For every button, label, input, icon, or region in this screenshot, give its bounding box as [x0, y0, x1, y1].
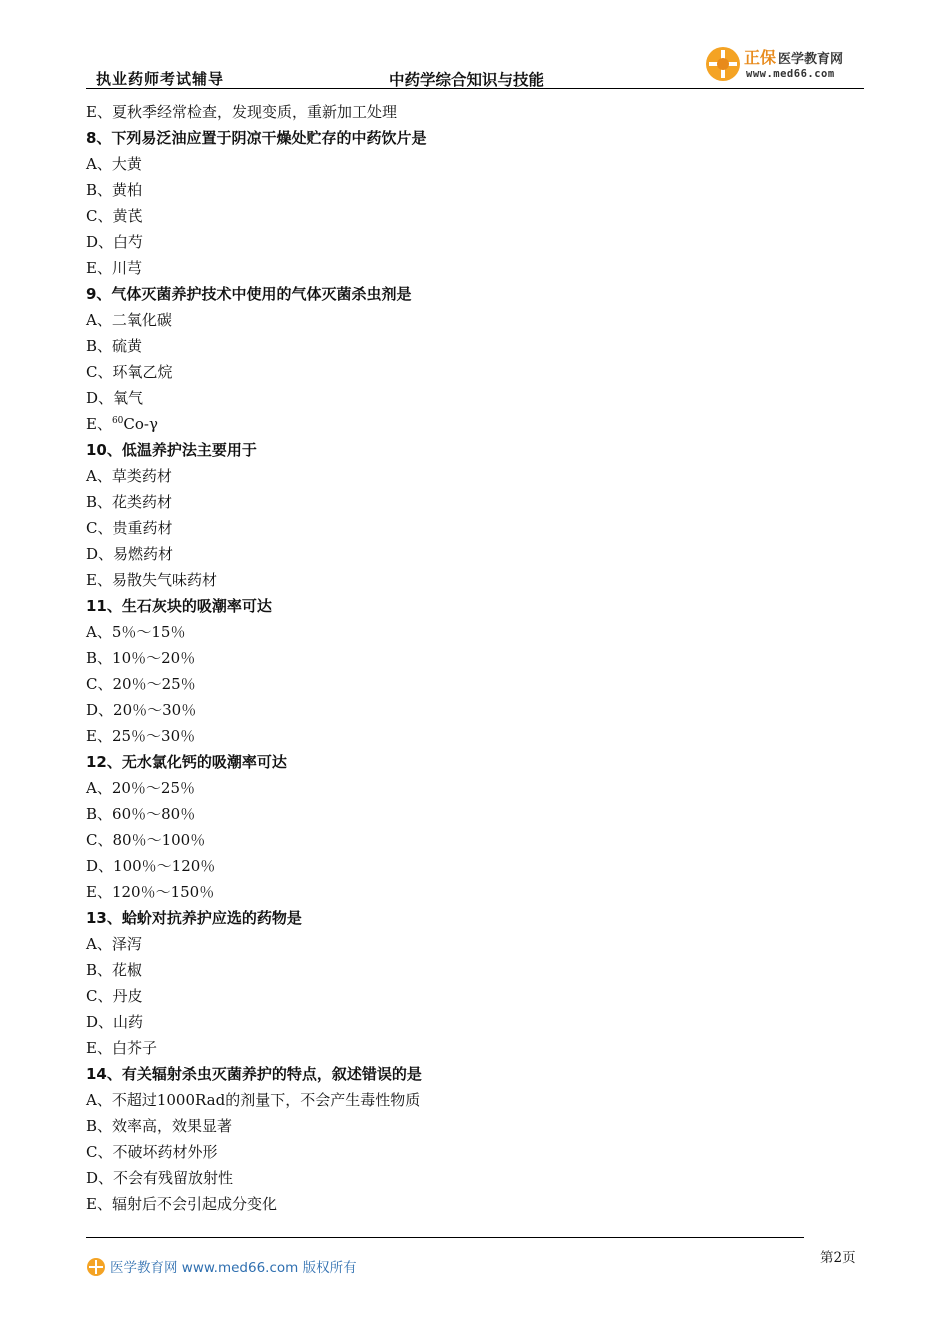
answer-option: E、川芎	[86, 259, 142, 277]
option-prefix: E、	[86, 415, 112, 433]
answer-option: B、效率高，效果显著	[86, 1117, 233, 1135]
answer-option: B、花类药材	[86, 493, 173, 511]
header-left-title: 执业药师考试辅导	[96, 70, 225, 88]
answer-option: A、二氧化碳	[86, 311, 172, 329]
answer-option: D、20％～30％	[86, 701, 197, 719]
answer-option: A、5％～15％	[86, 623, 186, 641]
question-stem: 13、蛤蚧对抗养护应选的药物是	[86, 909, 302, 927]
answer-option: D、易燃药材	[86, 545, 174, 563]
answer-option: D、100％～120％	[86, 857, 216, 875]
answer-option: E、辐射后不会引起成分变化	[86, 1195, 277, 1213]
header-center-title: 中药学综合知识与技能	[389, 71, 545, 89]
answer-option: E、白芥子	[86, 1039, 157, 1057]
answer-option: B、60％～80％	[86, 805, 196, 823]
option-suffix: Co-γ	[123, 415, 158, 433]
question-stem: 9、气体灭菌养护技术中使用的气体灭菌杀虫剂是	[86, 285, 412, 303]
answer-option: B、10％～20％	[86, 649, 196, 667]
answer-option: C、环氧乙烷	[86, 363, 173, 381]
brand-logo[interactable]	[704, 42, 864, 84]
answer-option: D、氧气	[86, 389, 144, 407]
question-stem: 10、低温养护法主要用于	[86, 441, 257, 459]
answer-option: B、硫黄	[86, 337, 143, 355]
answer-option	[86, 411, 866, 437]
question-stem: 11、生石灰块的吸潮率可达	[86, 597, 272, 615]
answer-option: E、120％～150％	[86, 883, 215, 901]
logo-url: www.med66.com	[746, 68, 835, 80]
answer-option: C、贵重药材	[86, 519, 173, 537]
logo-brand-subtext: 医学教育网	[778, 52, 844, 67]
answer-option: D、山药	[86, 1013, 144, 1031]
answer-option: A、泽泻	[86, 935, 142, 953]
answer-option: B、花椒	[86, 961, 143, 979]
logo-brand-text: 正保	[744, 48, 777, 67]
isotope-superscript: 60	[111, 416, 124, 426]
answer-option: C、黄芪	[86, 207, 143, 225]
answer-option: B、黄柏	[86, 181, 143, 199]
answer-option: D、白芍	[86, 233, 144, 251]
answer-option: E、夏秋季经常检查，发现变质，重新加工处理	[86, 103, 397, 121]
brand-logo-icon	[704, 45, 742, 83]
answer-option: C、20％～25％	[86, 675, 196, 693]
answer-option: A、大黄	[86, 155, 142, 173]
page-number: 第2页	[820, 1250, 856, 1266]
question-stem: 8、下列易泛油应置于阴凉干燥处贮存的中药饮片是	[86, 129, 427, 147]
page-header	[86, 40, 864, 90]
answer-option: E、25％～30％	[86, 727, 196, 745]
answer-option: C、丹皮	[86, 987, 143, 1005]
answer-option: A、20％～25％	[86, 779, 196, 797]
answer-option: C、不破坏药材外形	[86, 1143, 218, 1161]
answer-option: A、草类药材	[86, 467, 172, 485]
footer-logo-icon	[86, 1257, 106, 1277]
question-stem: 14、有关辐射杀虫灭菌养护的特点，叙述错误的是	[86, 1065, 422, 1083]
footer-divider	[86, 1237, 804, 1238]
question-stem: 12、无水氯化钙的吸潮率可达	[86, 753, 287, 771]
answer-option: D、不会有残留放射性	[86, 1169, 234, 1187]
question-list	[86, 99, 866, 1217]
answer-option: E、易散失气味药材	[86, 571, 217, 589]
footer-copyright[interactable]: 医学教育网 www.med66.com 版权所有	[110, 1260, 357, 1276]
answer-option: C、80％～100％	[86, 831, 206, 849]
header-divider	[86, 88, 864, 89]
answer-option: A、不超过1000Rad的剂量下，不会产生毒性物质	[86, 1091, 421, 1109]
